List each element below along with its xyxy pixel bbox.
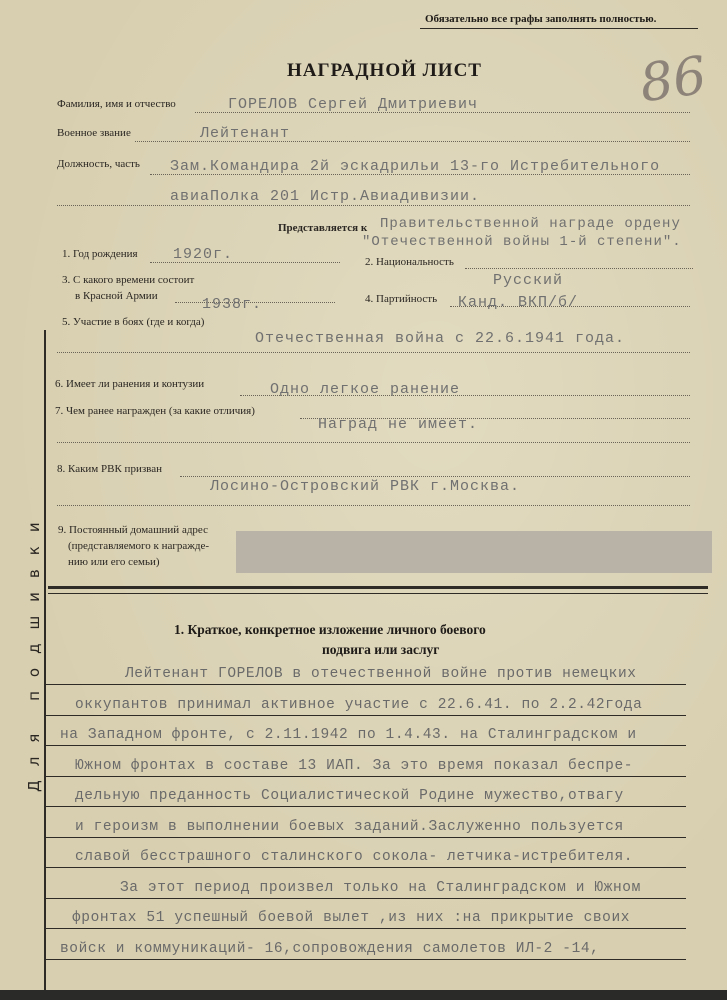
birth-value: 1920г. xyxy=(173,246,234,263)
wounds-label: 6. Имеет ли ранения и контузии xyxy=(55,378,205,390)
ruled-line xyxy=(46,928,686,929)
ruled-line xyxy=(46,898,686,899)
binding-margin-line xyxy=(44,330,46,990)
notice-underline xyxy=(420,28,698,29)
ruled-line xyxy=(46,959,686,960)
ruled-line xyxy=(46,684,686,685)
wounds-value: Одно легкое ранение xyxy=(270,381,461,398)
ruled-line xyxy=(46,837,686,838)
position-value-2: авиаПолка 201 Истр.Авиадивизии. xyxy=(170,188,481,205)
side-label: Для подшивки xyxy=(25,508,43,792)
section-title: 1. Краткое, конкретное изложение личного боевого xyxy=(174,622,486,637)
description-line: на Западном фронте, с 2.11.1942 по 1.4.43. на Сталинградском и xyxy=(60,727,637,743)
position-label: Должность, часть xyxy=(57,158,140,170)
section-divider-thin xyxy=(48,593,708,594)
dotted-line xyxy=(57,205,690,206)
notice: Обязательно все графы заполнять полностью. xyxy=(425,13,657,25)
address-label: 9. Постоянный домашний адрес xyxy=(58,524,208,536)
address-label-2: (представляемого к награжде- xyxy=(68,540,210,552)
description-line: За этот период произвел только на Сталинградском и Южном xyxy=(120,879,641,896)
awards-value: Наград не имеет. xyxy=(318,416,479,433)
description-line: славой бесстрашного сталинского сокола- летчика-истребителя. xyxy=(75,849,634,865)
description-line: и героизм в выполнении боевых заданий.Заслуженно пользуется xyxy=(75,818,624,835)
battles-value: Отечественная война с 22.6.1941 года. xyxy=(255,330,626,347)
presented-label: Представляется к xyxy=(278,222,368,234)
rank-value: Лейтенант xyxy=(200,125,291,142)
awards-label: 7. Чем ранее награжден (за какие отличия) xyxy=(55,405,255,417)
name-label: Фамилия, имя и отчество xyxy=(57,98,176,110)
description-line: Южном фронтах в составе 13 ИАП. За это время показал беспре- xyxy=(75,757,634,774)
address-label-3: нию или его семьи) xyxy=(68,556,160,568)
section-title-2: подвига или заслуг xyxy=(322,642,440,657)
award-value-2: "Отечественной войны 1-й степени". xyxy=(362,234,682,250)
redacted-address xyxy=(236,531,712,573)
description-line: Лейтенант ГОРЕЛОВ в отечественной войне против немецких xyxy=(125,666,637,682)
army-value: 1938г. xyxy=(202,296,263,313)
army-label: 3. С какого времени состоит xyxy=(62,274,195,286)
position-value: Зам.Командира 2й эскадрильи 13-го Истребительного xyxy=(170,158,661,175)
dotted-line xyxy=(465,268,693,269)
section-divider xyxy=(48,586,708,589)
party-label: 4. Партийность xyxy=(365,293,438,305)
ruled-line xyxy=(46,806,686,807)
dotted-line xyxy=(57,352,690,353)
ruled-line xyxy=(46,776,686,777)
description-line: войск и коммуникаций- 16,сопровождения самолетов ИЛ-2 -14, xyxy=(60,940,600,957)
nationality-value: Русский xyxy=(493,272,564,289)
dotted-line xyxy=(180,476,690,477)
rvk-label: 8. Каким РВК призван xyxy=(57,463,162,475)
ruled-line xyxy=(46,715,686,716)
battles-label: 5. Участие в боях (где и когда) xyxy=(62,316,205,328)
award-value: Правительственной награде ордену xyxy=(380,216,681,232)
ruled-line xyxy=(46,867,686,868)
army-label-2: в Красной Армии xyxy=(75,290,158,302)
description-line: оккупантов принимал активное участие с 22.6.41. по 2.2.42года xyxy=(75,696,643,713)
rank-label: Военное звание xyxy=(57,127,131,139)
party-value: Канд. ВКП/б/ xyxy=(458,294,579,311)
rvk-value: Лосино-Островский РВК г.Москва. xyxy=(210,478,521,495)
description-line: фронтах 51 успешный боевой вылет ,из них :на прикрытие своих xyxy=(72,910,631,926)
handwritten-number: 86 xyxy=(636,45,711,115)
dotted-line xyxy=(57,505,690,506)
dotted-line xyxy=(57,442,690,443)
page-title: НАГРАДНОЙ ЛИСТ xyxy=(287,60,482,81)
birth-label: 1. Год рождения xyxy=(62,248,138,260)
name-value: ГОРЕЛОВ Сергей Дмитриевич xyxy=(228,96,479,113)
nationality-label: 2. Национальность xyxy=(365,256,454,268)
description-line: дельную преданность Социалистической Родине мужество,отвагу xyxy=(75,788,624,804)
ruled-line xyxy=(46,745,686,746)
